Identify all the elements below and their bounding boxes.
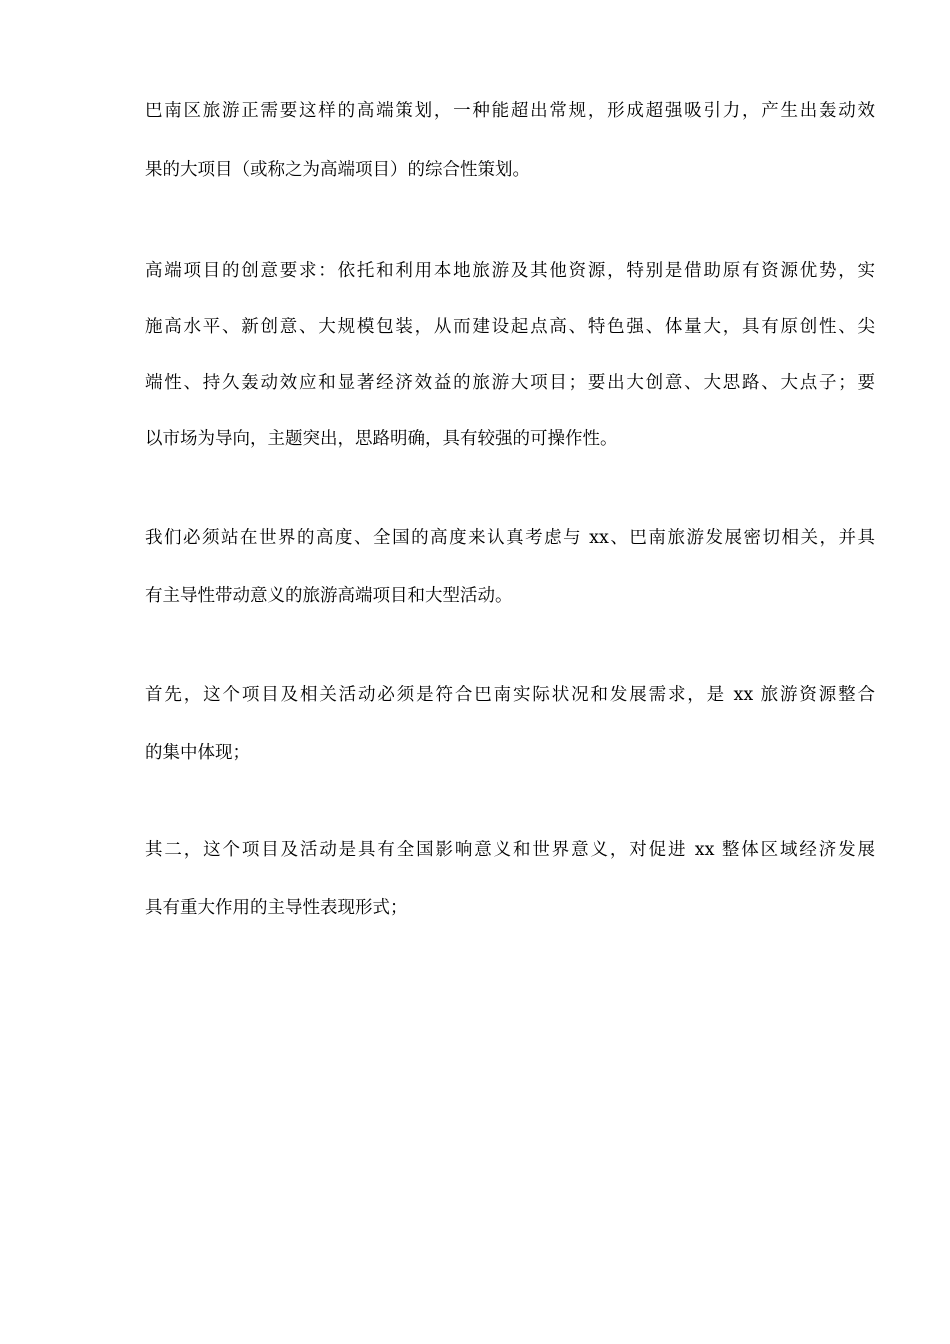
paragraph-line: 端性、持久轰动效应和显著经济效益的旅游大项目；要出大创意、大思路、大点子；要 <box>145 373 875 393</box>
paragraph-line: 以市场为导向，主题突出，思路明确，具有较强的可操作性。 <box>145 429 618 449</box>
paragraph-line: 巴南区旅游正需要这样的高端策划，一种能超出常规，形成超强吸引力，产生出轰动效 <box>145 101 875 121</box>
paragraph-line: 我们必须站在世界的高度、全国的高度来认真考虑与 xx、巴南旅游发展密切相关，并具 <box>145 528 875 548</box>
paragraph-line: 首先，这个项目及相关活动必须是符合巴南实际状况和发展需求，是 xx 旅游资源整合 <box>145 685 875 705</box>
paragraph-line: 具有重大作用的主导性表现形式； <box>145 898 408 918</box>
paragraph-line: 施高水平、新创意、大规模包装，从而建设起点高、特色强、体量大，具有原创性、尖 <box>145 317 875 337</box>
paragraph-line: 果的大项目（或称之为高端项目）的综合性策划。 <box>145 160 530 180</box>
paragraph-line: 高端项目的创意要求：依托和利用本地旅游及其他资源，特别是借助原有资源优势，实 <box>145 261 875 281</box>
paragraph-line: 有主导性带动意义的旅游高端项目和大型活动。 <box>145 586 513 606</box>
paragraph-line: 其二，这个项目及活动是具有全国影响意义和世界意义，对促进 xx 整体区域经济发展 <box>145 840 875 860</box>
paragraph-line: 的集中体现； <box>145 743 250 763</box>
